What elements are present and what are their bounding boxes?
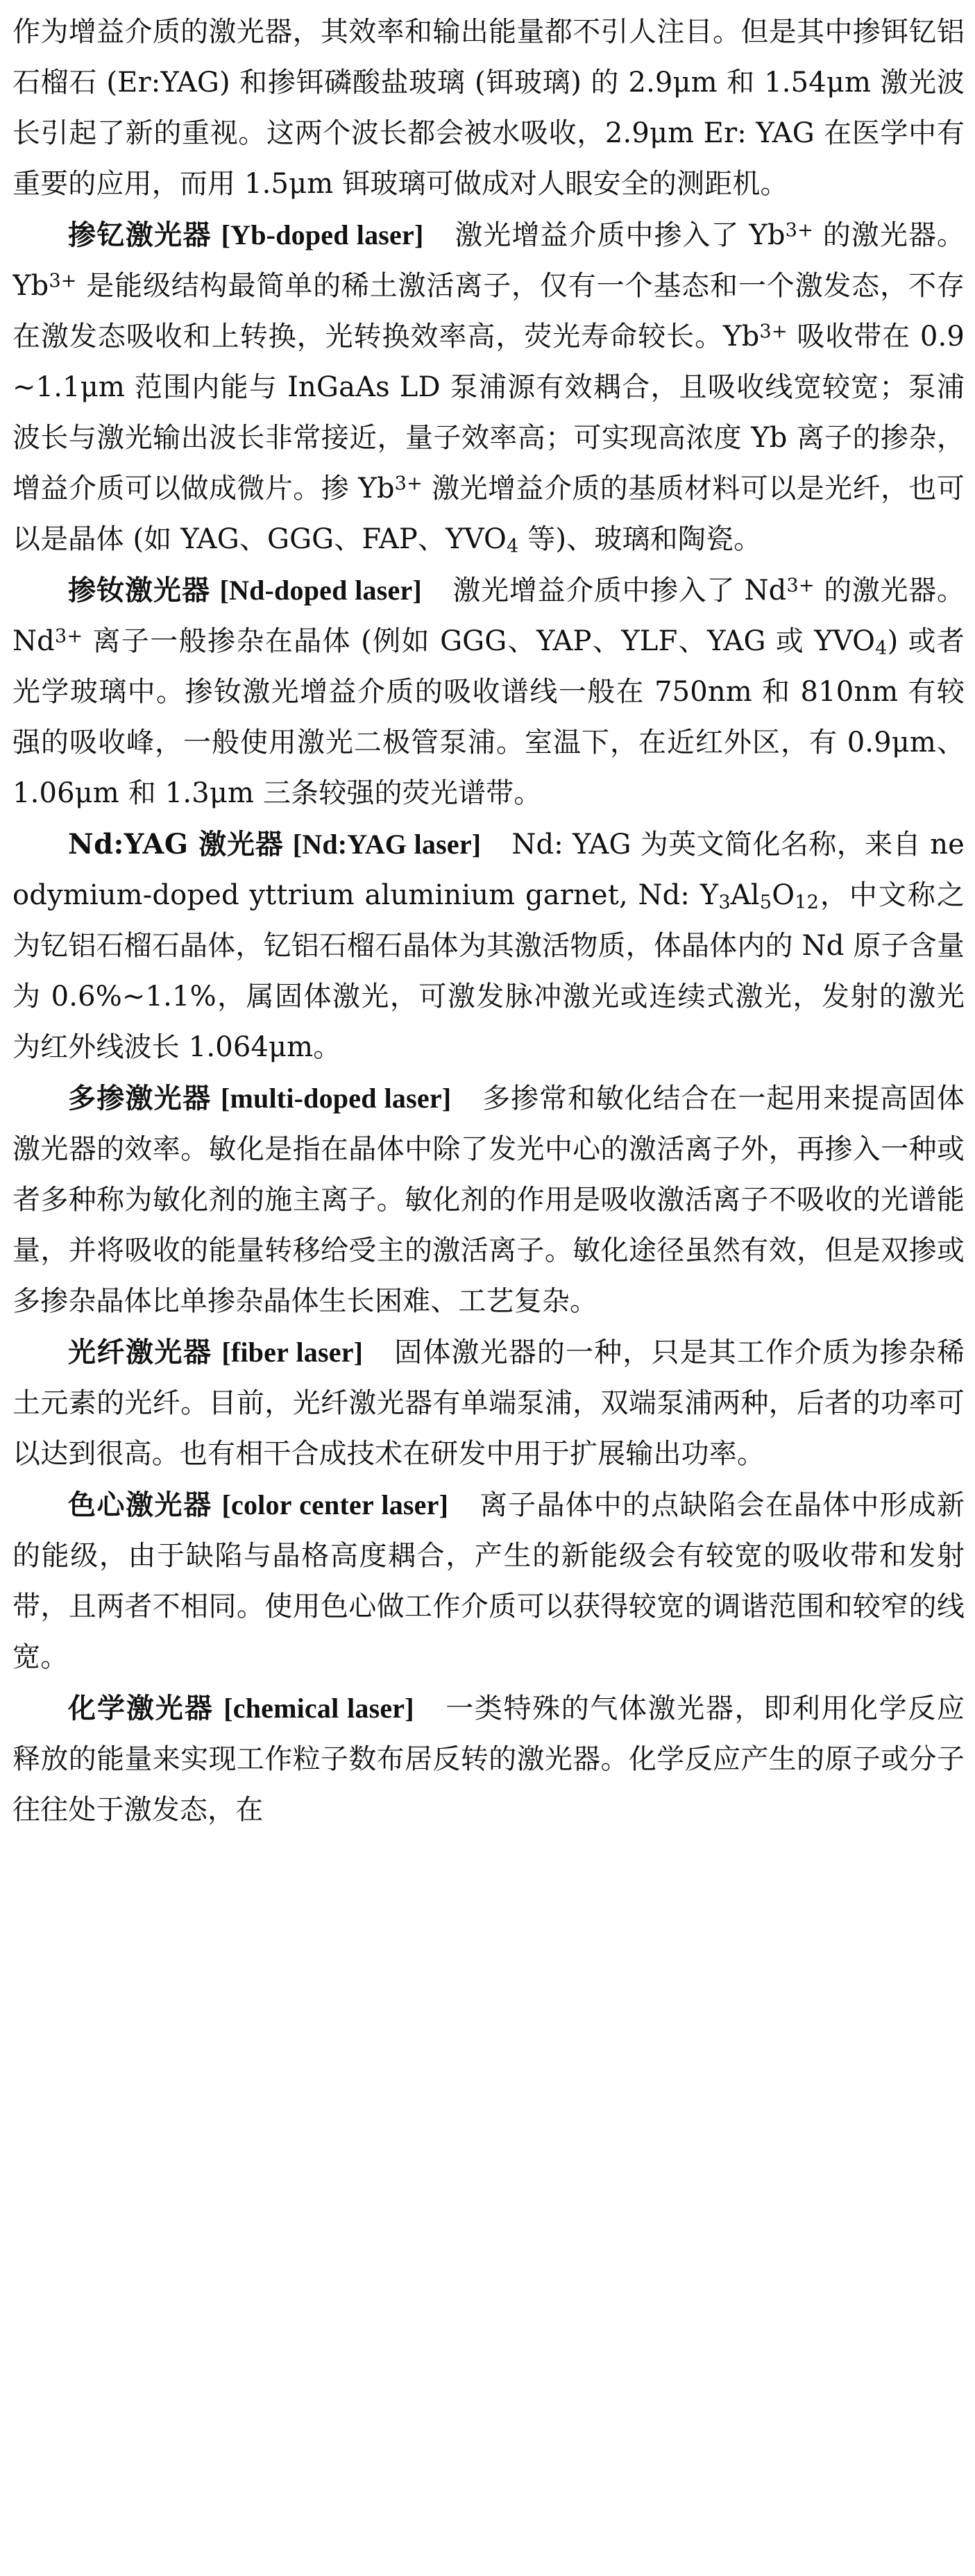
intro-paragraph: [12, 7, 965, 210]
subscript: 12: [795, 891, 820, 913]
subscript: 3: [718, 891, 731, 913]
entry-chemical-laser: [12, 1683, 965, 1836]
entry-english-term: [Nd:YAG laser]: [292, 829, 482, 860]
superscript: 3+: [54, 625, 83, 647]
entry-body-text: ，中文称之为钇铝石榴石晶体，钇铝石榴石晶体为其激活物质，体晶体内的 Nd 原子含量为 0.6%∼1.1%，属固体激光，可激发脉冲激光或连续式激光，发射的激光为红外线波长 1.064μm。: [12, 879, 965, 1063]
entry-body-text: 的激光器。Nd: [12, 575, 965, 657]
subscript: 4: [875, 637, 888, 659]
superscript: 3+: [785, 219, 814, 242]
entry-term: 化学激光器: [68, 1692, 214, 1725]
entry-body-text: 激光增益介质中掺入了 Nd: [452, 575, 787, 607]
entry-nd-doped-laser: [12, 565, 965, 819]
superscript: 3+: [786, 575, 815, 597]
subscript: 4: [506, 535, 519, 557]
entry-term: 光纤激光器: [68, 1336, 212, 1368]
document-page: [12, 7, 965, 2568]
entry-body-text: Al: [730, 879, 760, 911]
entry-body-text: ) 或者光学玻璃中。掺钕激光增益介质的吸收谱线一般在 750nm 和 810nm 有较强的吸收峰，一般使用激光二极管泵浦。室温下，在近红外区，有 0.9μm、1.06μm 和 1.3μm 三条较强的荧光谱带。: [12, 625, 965, 809]
superscript: 3+: [49, 270, 77, 292]
entry-body-text: 激光增益介质中掺入了 Yb: [454, 219, 786, 251]
entry-body-text: 吸收带在 0.9∼1.1μm 范围内能与 InGaAs LD 泵浦源有效耦合，且吸收线宽较宽；泵浦波长与激光输出波长非常接近，量子效率高；可实现高浓度 Yb 离子的掺杂，增益介质可以做成微片。掺 Yb: [12, 321, 965, 505]
entry-yb-doped-laser: [12, 210, 965, 565]
entry-body-text: Nd: YAG 为英文简化名称，来自 neodymium-doped yttrium aluminium garnet, Nd: Y: [12, 829, 965, 911]
entry-body-text: 固体激光器的一种，只是其工作介质为掺杂稀土元素的光纤。目前，光纤激光器有单端泵浦，双端泵浦两种，后者的功率可以达到很高。也有相干合成技术在研发中用于扩展输出功率。: [12, 1337, 965, 1470]
entry-term: 掺钇激光器: [68, 219, 212, 251]
entry-english-term: [Yb-doped laser]: [221, 219, 424, 251]
entry-term: 掺钕激光器: [68, 574, 211, 607]
entry-body-text: 一类特殊的气体激光器，即利用化学反应释放的能量来实现工作粒子数布居反转的激光器。化学反应产生的原子或分子往往处于激发态，在: [12, 1693, 965, 1826]
entry-body-text: 多掺常和敏化结合在一起用来提高固体激光器的效率。敏化是指在晶体中除了发光中心的激活离子外，再掺入一种或者多种称为敏化剂的施主离子。敏化剂的作用是吸收激活离子不吸收的光谱能量，并将吸收的能量转移给受主的激活离子。敏化途径虽然有效，但是双掺或多掺杂晶体比单掺杂晶体生长困难、工艺复杂。: [12, 1083, 965, 1317]
entry-fiber-laser: [12, 1327, 965, 1480]
entry-term: 色心激光器: [68, 1489, 212, 1521]
superscript: 3+: [394, 473, 423, 495]
entry-body-text: 离子一般掺杂在晶体 (例如 GGG、YAP、YLF、YAG 或 YVO: [83, 625, 876, 657]
entry-term: Nd:YAG 激光器: [68, 828, 284, 861]
entry-body-text: 等)、玻璃和陶瓷。: [518, 523, 762, 555]
entry-english-term: [chemical laser]: [223, 1693, 414, 1724]
entry-multi-doped-laser: [12, 1073, 965, 1327]
entry-body-text: 激光增益介质的基质材料可以是光纤，也可以是晶体 (如 YAG、GGG、FAP、YVO: [12, 473, 965, 555]
entry-english-term: [multi-doped laser]: [221, 1083, 452, 1114]
entry-body-text: O: [772, 879, 795, 911]
superscript: 3+: [759, 321, 788, 343]
intro-text: 作为增益介质的激光器，其效率和输出能量都不引人注目。但是其中掺铒钇铝石榴石 (Er:YAG) 和掺铒磷酸盐玻璃 (铒玻璃) 的 2.9μm 和 1.54μm 激光波长引起了新的重视。这两个波长都会被水吸收，2.9μm Er: YAG 在医学中有重要的应用，而用 1.5μm 铒玻璃可做成对人眼安全的测距机。: [12, 16, 965, 200]
entry-body-text: 离子晶体中的点缺陷会在晶体中形成新的能级，由于缺陷与晶格高度耦合，产生的新能级会有较宽的吸收带和发射带，且两者不相同。使用色心做工作介质可以获得较宽的调谐范围和较窄的线宽。: [12, 1489, 965, 1673]
entry-english-term: [fiber laser]: [221, 1337, 364, 1368]
entry-term: 多掺激光器: [68, 1082, 212, 1115]
entry-ndyag-laser: [12, 819, 965, 1073]
subscript: 5: [759, 891, 772, 913]
entry-body-text: 是能级结构最简单的稀土激活离子，仅有一个基态和一个激发态，不存在激发态吸收和上转换，光转换效率高，荧光寿命较长。Yb: [12, 270, 965, 353]
entry-color-center-laser: [12, 1480, 965, 1683]
entry-english-term: [color center laser]: [221, 1489, 449, 1520]
entry-body-text: 的激光器。Yb: [12, 219, 965, 302]
entry-english-term: [Nd-doped laser]: [219, 575, 422, 606]
